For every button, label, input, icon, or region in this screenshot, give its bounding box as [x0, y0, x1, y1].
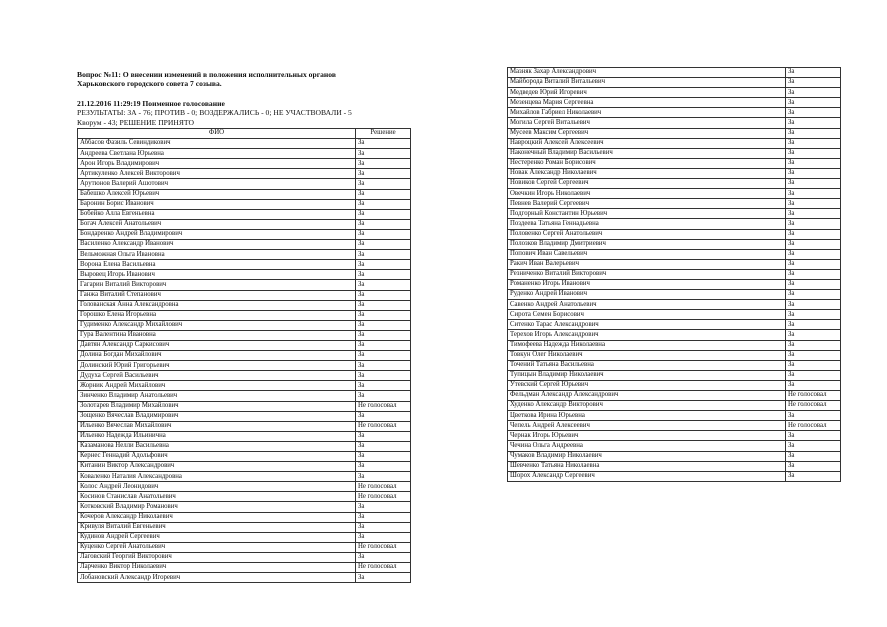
deputy-name-cell: Новиков Сергей Сергеевич — [508, 179, 786, 189]
deputy-name-cell: Наконечный Владимир Васильевич — [508, 148, 786, 158]
deputy-name-cell: Ситенко Тарас Александрович — [508, 320, 786, 330]
deputy-name-cell: Голованская Анна Александровна — [78, 300, 356, 310]
table-row — [78, 209, 411, 219]
table-row — [508, 108, 841, 118]
decision-cell: За — [786, 269, 841, 279]
deputy-name-cell: Золотарев Владимир Михайлович — [78, 401, 356, 411]
table-row — [78, 411, 411, 421]
decision-cell: За — [356, 280, 411, 290]
decision-cell: За — [786, 88, 841, 98]
table-row — [508, 360, 841, 370]
decision-cell: За — [356, 139, 411, 149]
table-row — [508, 370, 841, 380]
deputy-name-cell: Ракич Иван Валерьевич — [508, 259, 786, 269]
deputy-name-cell: Андреева Светлана Юрьевна — [78, 149, 356, 159]
table-row — [78, 320, 411, 330]
decision-cell: Не голосовал — [356, 401, 411, 411]
decision-cell: За — [786, 350, 841, 360]
decision-cell: За — [786, 168, 841, 178]
decision-cell: Не голосовал — [356, 563, 411, 573]
deputy-name-cell: Фельдман Александр Александрович — [508, 391, 786, 401]
table-row — [78, 502, 411, 512]
deputy-name-cell: Новак Александр Николаевич — [508, 168, 786, 178]
vote-table-left-body — [78, 139, 411, 583]
table-row — [78, 542, 411, 552]
deputy-name-cell: Медведев Юрий Игоревич — [508, 88, 786, 98]
deputy-name-cell: Поздеева Татьяна Геннадьевна — [508, 219, 786, 229]
column-header-name: ФИО — [78, 129, 356, 139]
deputy-name-cell: Бабешко Алексей Юрьевич — [78, 189, 356, 199]
deputy-name-cell: Чернак Игорь Юрьевич — [508, 431, 786, 441]
table-row — [508, 380, 841, 390]
deputy-name-cell: Ларченко Виктор Николаевич — [78, 563, 356, 573]
deputy-name-cell: Зощенко Вячеслав Владимирович — [78, 411, 356, 421]
table-row — [78, 199, 411, 209]
decision-cell: За — [356, 219, 411, 229]
column-header-decision: Решение — [356, 129, 411, 139]
document-header — [77, 70, 407, 127]
table-row — [78, 310, 411, 320]
deputy-name-cell: Худенко Александр Викторович — [508, 401, 786, 411]
deputy-name-cell: Точений Татьяна Васильевна — [508, 360, 786, 370]
decision-cell: За — [356, 270, 411, 280]
deputy-name-cell: Кривуля Виталий Евгеньевич — [78, 522, 356, 532]
deputy-name-cell: Василенко Александр Иванович — [78, 240, 356, 250]
decision-cell: За — [356, 502, 411, 512]
deputy-name-cell: Жорник Андрей Михайлович — [78, 381, 356, 391]
decision-cell: За — [356, 310, 411, 320]
decision-cell: За — [786, 360, 841, 370]
table-header-row — [78, 129, 411, 139]
table-row — [78, 179, 411, 189]
deputy-name-cell: Лаговский Георгий Викторович — [78, 552, 356, 562]
decision-cell: За — [356, 552, 411, 562]
decision-cell: За — [786, 179, 841, 189]
deputy-name-cell: Артикуленко Алексей Викторович — [78, 169, 356, 179]
table-row — [78, 391, 411, 401]
question-title-continued: Харьковского городского совета 7 созыва. — [77, 79, 222, 89]
table-row — [508, 78, 841, 88]
decision-cell: Не голосовал — [356, 482, 411, 492]
decision-cell: За — [786, 219, 841, 229]
decision-cell: За — [786, 68, 841, 78]
table-row — [508, 138, 841, 148]
table-row — [508, 199, 841, 209]
deputy-name-cell: Попович Иван Савельевич — [508, 249, 786, 259]
deputy-name-cell: Могила Сергей Витальевич — [508, 118, 786, 128]
deputy-name-cell: Кернес Геннадий Адольфович — [78, 452, 356, 462]
deputy-name-cell: Куценко Сергей Анатольевич — [78, 542, 356, 552]
decision-cell: За — [786, 330, 841, 340]
table-row — [78, 159, 411, 169]
table-row — [78, 229, 411, 239]
vote-table-left — [77, 128, 411, 583]
deputy-name-cell: Утевский Сергей Юрьевич — [508, 380, 786, 390]
deputy-name-cell: Навроцкий Алексей Алексеевич — [508, 138, 786, 148]
table-row — [508, 269, 841, 279]
decision-cell: За — [786, 229, 841, 239]
decision-cell: За — [786, 290, 841, 300]
table-row — [508, 189, 841, 199]
table-row — [508, 239, 841, 249]
deputy-name-cell: Терехов Игорь Александрович — [508, 330, 786, 340]
table-row — [78, 330, 411, 340]
decision-cell: За — [786, 259, 841, 269]
table-row — [508, 350, 841, 360]
deputy-name-cell: Дудуха Сергей Васильевич — [78, 371, 356, 381]
deputy-name-cell: Бондаренко Андрей Владимирович — [78, 229, 356, 239]
table-row — [78, 169, 411, 179]
table-row — [508, 391, 841, 401]
table-row — [508, 98, 841, 108]
deputy-name-cell: Зинченко Владимир Анатольевич — [78, 391, 356, 401]
deputy-name-cell: Баронин Борис Иванович — [78, 199, 356, 209]
deputy-name-cell: Полозков Владимир Дмитриевич — [508, 239, 786, 249]
decision-cell: За — [356, 330, 411, 340]
decision-cell: За — [786, 239, 841, 249]
decision-cell: За — [786, 340, 841, 350]
deputy-name-cell: Ганжа Виталий Степанович — [78, 290, 356, 300]
deputy-name-cell: Михайлов Габриел Николаевич — [508, 108, 786, 118]
vote-quorum: Кворум - 43; РЕШЕНИЕ ПРИНЯТО — [77, 117, 194, 127]
deputy-name-cell: Подгорный Константин Юрьевич — [508, 209, 786, 219]
deputy-name-cell: Долинский Юрий Григорьевич — [78, 361, 356, 371]
decision-cell: За — [786, 451, 841, 461]
decision-cell: За — [786, 431, 841, 441]
decision-cell: За — [356, 452, 411, 462]
table-row — [78, 280, 411, 290]
deputy-name-cell: Горошко Елена Игорьевна — [78, 310, 356, 320]
deputy-name-cell: Долина Богдан Михайлович — [78, 351, 356, 361]
decision-cell: За — [356, 209, 411, 219]
decision-cell: За — [786, 249, 841, 259]
deputy-name-cell: Гура Валентина Ивановна — [78, 330, 356, 340]
decision-cell: За — [786, 370, 841, 380]
table-row — [78, 431, 411, 441]
decision-cell: За — [356, 522, 411, 532]
deputy-name-cell: Чумаков Владимир Николаевич — [508, 451, 786, 461]
table-row — [78, 351, 411, 361]
decision-cell: За — [786, 118, 841, 128]
table-row — [78, 472, 411, 482]
table-row — [78, 340, 411, 350]
decision-cell: За — [356, 340, 411, 350]
table-row — [508, 118, 841, 128]
deputy-name-cell: Шорох Александр Сергеевич — [508, 471, 786, 481]
decision-cell: За — [786, 310, 841, 320]
decision-cell: За — [786, 98, 841, 108]
decision-cell: За — [786, 209, 841, 219]
table-row — [508, 290, 841, 300]
decision-cell: За — [356, 290, 411, 300]
deputy-name-cell: Половенко Сергей Анатольевич — [508, 229, 786, 239]
table-row — [508, 340, 841, 350]
decision-cell: За — [356, 472, 411, 482]
decision-cell: За — [786, 300, 841, 310]
decision-cell: За — [356, 361, 411, 371]
deputy-name-cell: Давтян Александр Саркисович — [78, 340, 356, 350]
decision-cell: За — [786, 199, 841, 209]
decision-cell: За — [356, 573, 411, 583]
table-row — [78, 512, 411, 522]
table-row — [508, 441, 841, 451]
deputy-name-cell: Сирота Семен Борисович — [508, 310, 786, 320]
vote-date: 21.12.2016 11:29:19 Поименное голосование — [77, 98, 225, 108]
decision-cell: За — [356, 371, 411, 381]
table-row — [78, 492, 411, 502]
decision-cell: За — [356, 351, 411, 361]
decision-cell: За — [356, 199, 411, 209]
table-row — [78, 250, 411, 260]
deputy-name-cell: Резниченко Виталий Викторович — [508, 269, 786, 279]
table-row — [508, 219, 841, 229]
table-row — [508, 158, 841, 168]
decision-cell: За — [786, 138, 841, 148]
deputy-name-cell: Мезенцева Мария Сергеевна — [508, 98, 786, 108]
table-row — [508, 229, 841, 239]
deputy-name-cell: Богач Алексей Анатольевич — [78, 219, 356, 229]
table-row — [78, 441, 411, 451]
decision-cell: За — [356, 441, 411, 451]
decision-cell: За — [356, 512, 411, 522]
deputy-name-cell: Косинов Станислав Анатольевич — [78, 492, 356, 502]
table-row — [78, 452, 411, 462]
deputy-name-cell: Колос Андрей Леонидович — [78, 482, 356, 492]
table-row — [78, 421, 411, 431]
decision-cell: За — [786, 471, 841, 481]
decision-cell: За — [786, 108, 841, 118]
table-row — [78, 522, 411, 532]
table-row — [508, 431, 841, 441]
table-row — [78, 573, 411, 583]
deputy-name-cell: Тупицын Владимир Николаевич — [508, 370, 786, 380]
decision-cell: За — [786, 461, 841, 471]
table-row — [78, 552, 411, 562]
deputy-name-cell: Гудименко Александр Михайлович — [78, 320, 356, 330]
table-row — [508, 168, 841, 178]
table-row — [78, 149, 411, 159]
table-row — [78, 532, 411, 542]
deputy-name-cell: Выровец Игорь Иванович — [78, 270, 356, 280]
table-row — [508, 249, 841, 259]
vote-table-right — [507, 67, 841, 482]
deputy-name-cell: Вельможная Ольга Ивановна — [78, 250, 356, 260]
decision-cell: За — [356, 240, 411, 250]
table-row — [78, 240, 411, 250]
decision-cell: За — [356, 431, 411, 441]
deputy-name-cell: Гагарин Виталий Викторович — [78, 280, 356, 290]
deputy-name-cell: Китанин Виктор Александрович — [78, 462, 356, 472]
table-row — [508, 259, 841, 269]
table-row — [508, 401, 841, 411]
table-row — [78, 361, 411, 371]
deputy-name-cell: Овечкин Игорь Николаевич — [508, 189, 786, 199]
table-row — [78, 462, 411, 472]
decision-cell: За — [356, 149, 411, 159]
deputy-name-cell: Руденко Андрей Иванович — [508, 290, 786, 300]
table-row — [508, 300, 841, 310]
table-row — [78, 563, 411, 573]
decision-cell: За — [356, 250, 411, 260]
decision-cell: За — [356, 300, 411, 310]
deputy-name-cell: Тимофеева Надежда Николаевна — [508, 340, 786, 350]
table-row — [78, 381, 411, 391]
decision-cell: За — [356, 159, 411, 169]
table-row — [508, 310, 841, 320]
decision-cell: За — [356, 462, 411, 472]
decision-cell: Не голосовал — [356, 492, 411, 502]
decision-cell: Не голосовал — [786, 401, 841, 411]
decision-cell: За — [356, 320, 411, 330]
decision-cell: За — [356, 391, 411, 401]
table-row — [508, 279, 841, 289]
decision-cell: За — [356, 189, 411, 199]
deputy-name-cell: Ворона Елена Васильевна — [78, 260, 356, 270]
table-row — [508, 179, 841, 189]
table-row — [508, 421, 841, 431]
deputy-name-cell: Кочеров Александр Николаевич — [78, 512, 356, 522]
table-row — [78, 260, 411, 270]
table-row — [78, 139, 411, 149]
deputy-name-cell: Чепель Андрей Алексеевич — [508, 421, 786, 431]
table-row — [508, 88, 841, 98]
table-row — [508, 68, 841, 78]
deputy-name-cell: Мазняк Захар Александрович — [508, 68, 786, 78]
deputy-name-cell: Бобейко Алла Евгеньевна — [78, 209, 356, 219]
decision-cell: За — [356, 260, 411, 270]
deputy-name-cell: Аббасов Фазиль Севиндикович — [78, 139, 356, 149]
table-row — [78, 401, 411, 411]
deputy-name-cell: Лобановский Александр Игоревич — [78, 573, 356, 583]
decision-cell: За — [356, 179, 411, 189]
deputy-name-cell: Шевченко Татьяна Николаевна — [508, 461, 786, 471]
deputy-name-cell: Романенко Игорь Иванович — [508, 279, 786, 289]
decision-cell: Не голосовал — [786, 391, 841, 401]
vote-table-right-body — [508, 68, 841, 482]
deputy-name-cell: Майборода Виталий Витальевич — [508, 78, 786, 88]
deputy-name-cell: Савенко Андрей Анатольевич — [508, 300, 786, 310]
deputy-name-cell: Товкун Олег Николаевич — [508, 350, 786, 360]
decision-cell: За — [786, 279, 841, 289]
decision-cell: Не голосовал — [356, 421, 411, 431]
table-row — [508, 128, 841, 138]
decision-cell: Не голосовал — [356, 542, 411, 552]
table-row — [508, 148, 841, 158]
deputy-name-cell: Арон Игорь Владимирович — [78, 159, 356, 169]
decision-cell: За — [356, 229, 411, 239]
deputy-name-cell: Мусеев Максим Сергеевич — [508, 128, 786, 138]
deputy-name-cell: Чечина Ольга Андреевна — [508, 441, 786, 451]
table-row — [508, 320, 841, 330]
deputy-name-cell: Казаманова Нелли Васильевна — [78, 441, 356, 451]
decision-cell: Не голосовал — [786, 421, 841, 431]
question-title: Вопрос №11: О внесении изменений в положения исполнительных органов — [77, 70, 337, 79]
deputy-name-cell: Нестеренко Роман Борисович — [508, 158, 786, 168]
decision-cell: За — [786, 158, 841, 168]
deputy-name-cell: Котковский Владимир Романович — [78, 502, 356, 512]
decision-cell: За — [786, 320, 841, 330]
decision-cell: За — [356, 411, 411, 421]
vote-meta — [77, 99, 407, 127]
decision-cell: За — [786, 411, 841, 421]
table-row — [78, 189, 411, 199]
table-row — [508, 209, 841, 219]
table-row — [78, 482, 411, 492]
deputy-name-cell: Коваленко Наталия Александровна — [78, 472, 356, 482]
decision-cell: За — [356, 169, 411, 179]
decision-cell: За — [786, 148, 841, 158]
decision-cell: За — [786, 441, 841, 451]
deputy-name-cell: Певнев Валерий Сергеевич — [508, 199, 786, 209]
decision-cell: За — [786, 128, 841, 138]
table-row — [78, 270, 411, 280]
decision-cell: За — [786, 380, 841, 390]
decision-cell: За — [356, 532, 411, 542]
deputy-name-cell: Арутюнов Валерий Ашотович — [78, 179, 356, 189]
deputy-name-cell: Цветкова Ирина Юрьевна — [508, 411, 786, 421]
deputy-name-cell: Ильенко Надежда Ильинична — [78, 431, 356, 441]
table-row — [508, 461, 841, 471]
table-row — [508, 451, 841, 461]
table-row — [78, 219, 411, 229]
table-row — [78, 300, 411, 310]
decision-cell: За — [786, 78, 841, 88]
table-row — [78, 290, 411, 300]
table-row — [508, 471, 841, 481]
decision-cell: За — [786, 189, 841, 199]
table-row — [508, 411, 841, 421]
table-row — [78, 371, 411, 381]
vote-results: РЕЗУЛЬТАТЫ: ЗА - 76; ПРОТИВ - 0; ВОЗДЕРЖАЛИСЬ - 0; НЕ УЧАСТВОВАЛИ - 5 — [77, 108, 352, 118]
deputy-name-cell: Кудинов Андрей Сергеевич — [78, 532, 356, 542]
decision-cell: За — [356, 381, 411, 391]
deputy-name-cell: Ильенко Вячеслав Михайлович — [78, 421, 356, 431]
table-row — [508, 330, 841, 340]
